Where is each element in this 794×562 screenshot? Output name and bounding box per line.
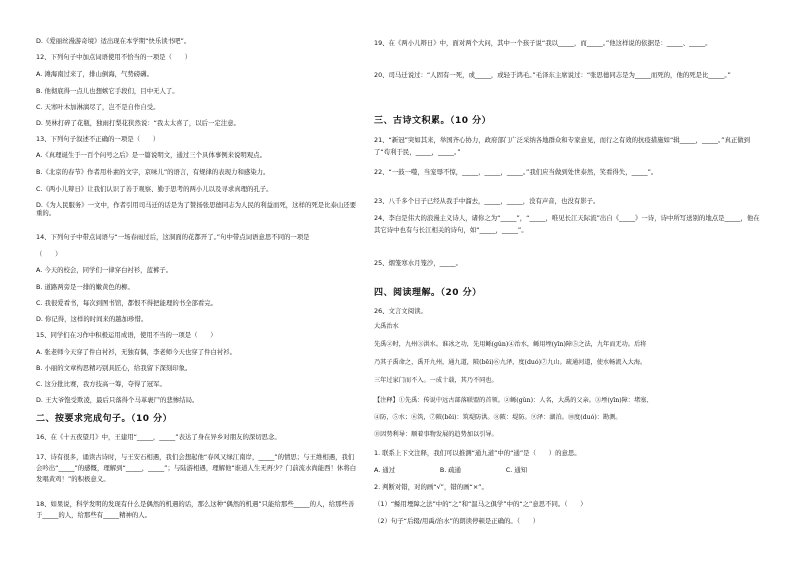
left-line-7: 13、下列句子叙述不正确的一项是（ ）: [36, 135, 160, 143]
right-q26: 26、文言文阅读。: [374, 307, 427, 315]
left-line-9: B.《北京的春节》作者用朴素的文字，京味儿”的语言，有规律的表现力和感染力。: [36, 168, 270, 176]
left-line-18: 15、同学们在习作中积极运用成语，使用不当的一项是（ ）: [36, 331, 217, 339]
left-line-21: C. 这分批比赛，我方技高一筹，夺得了冠军。: [36, 380, 166, 388]
poem-line-2: 乃其子禹命之，禹开九州，通九道，陂(bēi)⑥九泽，度(duó)⑦九山。疏通河道，使水畅流入大海。: [374, 359, 647, 366]
left-q16: 16、在《十五夜望月》中，王建用“_____，_____”表达了身在异乡对朋友的深切思念。: [36, 433, 281, 441]
right-q25: 25、烟笼寒水月笼沙，_____。: [374, 259, 463, 267]
note-line-3: ⑪因势利导：顺着事物发展的趋势加以引导。: [374, 431, 498, 438]
right-q23: 23、八千多个日子已经从我手中溜去，_____，_____，没有声音，也没有影子。: [374, 197, 600, 205]
left-line-11: D.《为人民服务》一文中，作者引用司马迁的话是为了赞扬张思德同志为人民的利益而死，这样的死是比泰山还要重的。: [36, 201, 357, 217]
poem-title: 大禹治水: [374, 323, 399, 330]
left-line-15: B. 道路两旁是一排的嫩黄色的柳。: [36, 283, 134, 291]
left-line-19: A. 张老师今天穿了件白衬衫，无独有偶，李老师今天也穿了件白衬衫。: [36, 348, 237, 356]
left-line-8: A.《真理诞生于一百个问号之后》是一篇说明文，通过三个具体事例来说明观点。: [36, 151, 266, 159]
right-q24: 24、李白是伟大的浪漫主义诗人，诸你之为“_____”，“_____，唯见长江天际流”出自《_____》一诗，诗中所写送别的地点是_____，他在其它诗中也有与长江相关的诗句，如“_____，_____”。: [374, 214, 760, 234]
left-line-1: D.《爱丽丝漫游奇境》适出现在本学期“快乐读书吧”。: [36, 37, 191, 45]
section-title-2: 二、按要求完成句子。（10 分）: [36, 414, 173, 424]
poem-line-3: 三年过家门而不入。一成十载，其乃不同也。: [374, 377, 498, 384]
left-q18: 18、如果说，科学发明的发现有什么是偶然的机遇的话，那么这种“偶然的机遇”只能给那些_____的人，给那些善于_____的人，给那些有_____精神的人。: [36, 500, 355, 519]
right-q21: 21、“新冠”突如其来，举国齐心协力，政府部门广泛采纳各地群众和专家意见，而行之有效的抗疫措施如“辑_____，_____。”真正做到了“苟利于民，_____，_____。”: [374, 136, 751, 156]
left-line-6: D. 吴林打碎了花瓶，独雨打梨花狭然说：“我太太喜了，以后一定注意。: [36, 119, 241, 127]
left-line-14: A. 今天的校会，同学们一律穿白衬衫，蓝裤子。: [36, 266, 173, 274]
left-line-12: 14、下列句子中带点词语与“一场春雨过后，这洞面的花都开了。”句中带点词语意思不同的一项是: [36, 233, 310, 241]
right-sub-4: （1）“鲧用堙障之法”中的“之”和“温马之俱学”中的“之”意思不同。（ ）: [374, 500, 587, 508]
left-q17: 17、诗有很多，诵读古诗时，与王安石相遇，我们会想起他“春风又绿江南岸，_____”的情思；与王维相遇，我们会吟出“_____”的感慨，理解到“_____，_____”；与陆游相遇，理解他“谁道人生无再少？门前流水尚能西！休将白发唱黄鸡！”的积极意义。: [36, 453, 357, 483]
note-line-2: ④防，⑤水；⑥筑，⑦陂(bēi)：筑堤防洪。⑧陂：堤防。⑨泽：湖泊。⑩度(duó)：勘测。: [374, 414, 622, 421]
right-sub-1: 1. 联系上下文注释，我们可以推测“通九道”中的“通”是（ ）的意思。: [374, 449, 581, 457]
right-sub-5: （2）句子“后辍/用禹/治水”的朗读停顿是正确的。（ ）: [374, 517, 540, 525]
left-line-13: （ ）: [36, 250, 62, 258]
left-line-10: C.《两小儿辩日》让我们认识了善于观察、勤于思考的两小儿以及寻求真理的孔子。: [36, 185, 273, 193]
left-line-3: A. 滩海南过来了，排山倒海，气势磅礴。: [36, 70, 153, 78]
left-line-22: D. 王大爷饱受欺凌，最后只落得个马革裹尸的悲惨结局。: [36, 396, 199, 404]
left-line-5: C. 天寒叶木加淋漓尽了，岂不是自作自受。: [36, 103, 160, 111]
note-line-1: 【注释】①先禹：传说中远古部落联盟的首领。②鲧(gǔn)：人名，大禹的父亲。③堙(yīn)障：堵塞、: [374, 397, 653, 404]
left-line-20: B. 小丽的文章构思精巧别具匠心，给我留下深刻印象。: [36, 364, 192, 372]
left-line-16: C. 我很爱看书，每次到图书馆，都恨不得把能理的书全部看完。: [36, 299, 218, 307]
right-sub-2: A. 通过 B. 疏通 C. 通知: [374, 466, 528, 474]
left-line-2: 12、下列句子中加点词语使用不恰当的一项是（ ）: [36, 53, 192, 61]
right-sub-3: 2. 判断对错，对的画“√”，错的画“×”。: [374, 483, 488, 491]
left-line-17: D. 你记得，这样的时间来的越加珍惜。: [36, 315, 148, 323]
section-title-4: 四、阅读理解。（20 分）: [374, 288, 482, 298]
poem-line-1: 先禹②时，九州③洪水。谁冰之功，先用鲧(gǔn)④治水，鲧用堙(yīn)障⑤之法，九年而无功。后将: [374, 341, 647, 348]
right-q20: 20、司马迁说过：“人固有一死，或_____，或轻于鸿毛。”毛泽东主席说过：“张思德同志是为_____而死的，他的死是比_____。”: [374, 71, 731, 79]
left-line-4: B. 他彻底得一点儿也想嫉它手段们，目中无人了。: [36, 87, 179, 95]
section-title-3: 三、古诗文积累。（10 分）: [374, 116, 492, 126]
right-q19: 19、在《两小儿辩日》中，面对两个大问，其中一个孩子说“我以_____，而_____。”他这样说的依据是：_____、_____。: [374, 39, 712, 47]
right-q22: 22、“一鼓一噬，当宠辱不惊，_____，_____，_____。”我们应当做到处世泰然，笑看得失，_____”。: [374, 168, 658, 176]
